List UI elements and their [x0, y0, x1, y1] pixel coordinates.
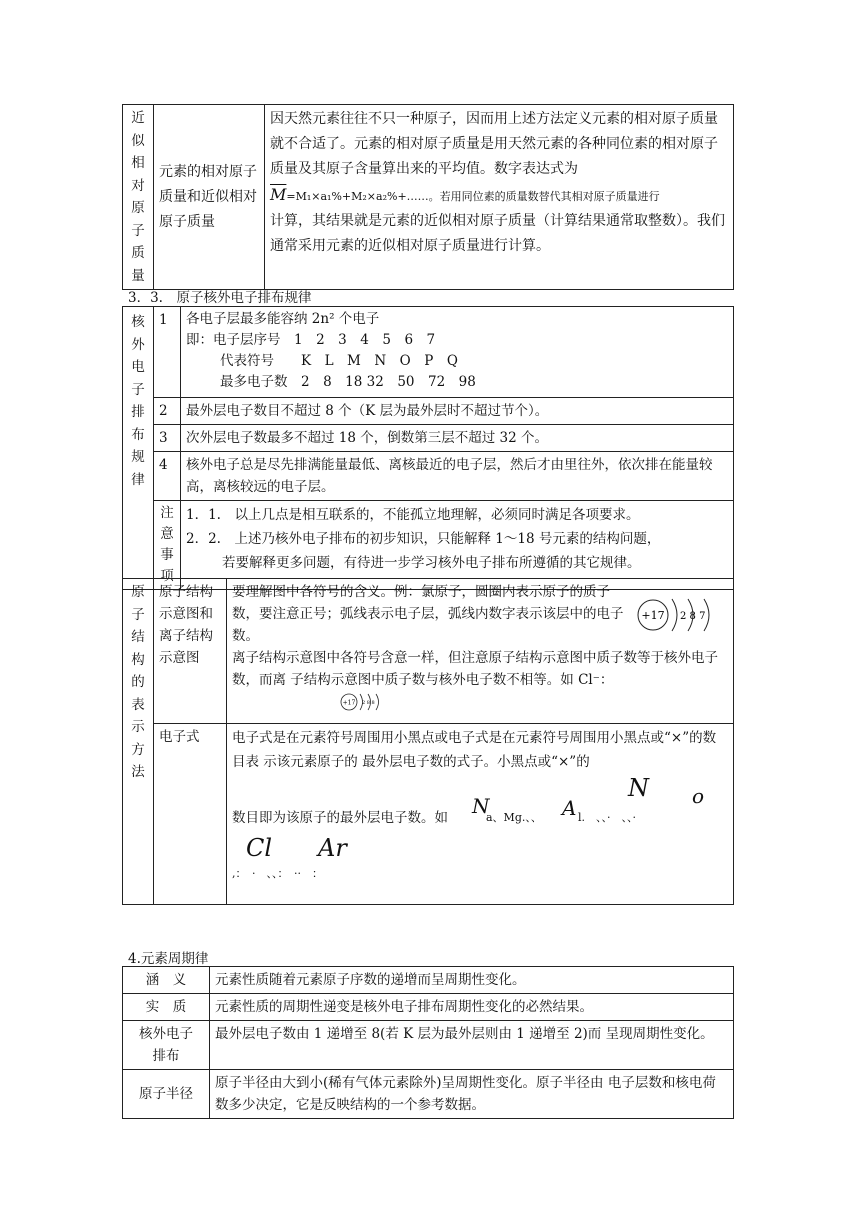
law-key: 核外电子排布	[123, 1021, 210, 1070]
side-char: 规	[131, 449, 145, 465]
chlorine-atom-diagram	[632, 581, 728, 647]
sym-n: N	[628, 774, 649, 802]
ion-shell-label: 2 8 8	[362, 700, 375, 706]
side-char: 原	[131, 200, 145, 216]
row-label: 电子式	[154, 724, 227, 905]
table-electron-rules	[122, 306, 734, 590]
side-char: 子	[131, 222, 145, 239]
sym-al: A	[562, 796, 577, 820]
side-char: 示	[131, 719, 145, 735]
formula-text: l. 、、· 、、·	[578, 811, 637, 824]
side-char: 质	[131, 245, 145, 261]
definition-cell	[265, 105, 734, 290]
rule-text: 最外层电子数目不超过 8 个（K 层为最外层时不超过节个）。	[181, 398, 734, 425]
side-char: 方	[131, 741, 145, 758]
rule-text: 最多电子数 2 8 18 32 50 72 98	[220, 374, 476, 390]
rule-text: 核外电子总是尽先排满能量最低、离核最近的电子层，然后才由里往外，依次排在能量较高，离核较远的电子层。	[181, 452, 734, 501]
law-key: 原子半径	[123, 1070, 210, 1119]
note-text: 1．1. 以上几点是相互联系的，不能孤立地理解，必须同时满足各项要求。	[186, 507, 640, 523]
side-char: 构	[131, 651, 145, 668]
note-char: 项	[160, 568, 174, 584]
diagram-cell	[227, 579, 734, 724]
formula-text: a、Mg.、、	[486, 811, 542, 824]
note-char: 事	[160, 547, 174, 563]
rule-text: 代表符号 K L M N O P Q	[220, 353, 458, 369]
side-char: 排	[131, 404, 145, 420]
formula-text: =M₁×a₁%+M₂×a₂%+……。若用同位素的质量数替代其相对原子质量进行	[286, 190, 660, 203]
section-heading: 4.元素周期律	[128, 951, 209, 967]
atom-shell-label: 2 8 7	[680, 611, 706, 622]
sym-ar: Ar	[318, 834, 347, 862]
law-value: 元素性质的周期性递变是核外电子排布周期性变化的必然结果。	[210, 994, 734, 1021]
law-value: 最外层电子数由 1 递增至 8(若 K 层为最外层则由 1 递增至 2)而 呈现周期性变化。	[210, 1021, 734, 1070]
ion-structure-icon	[340, 691, 388, 713]
side-char: 律	[131, 471, 145, 488]
side-char: 相	[131, 155, 145, 171]
note-text: 2．2. 上述乃核外电子排布的初步知识，只能解释 1～18 号元素的结构问题，	[186, 531, 661, 547]
rule-text: 次外层电子数最多不超过 18 个，倒数第三层不超过 32 个。	[181, 425, 734, 452]
rule-text: 各电子层最多能容纳 2n² 个电子	[186, 311, 380, 327]
sym-na: N	[472, 794, 490, 818]
table-periodic-law	[122, 966, 734, 1119]
ion-nucleus-label: +17	[342, 699, 356, 707]
table-relative-atomic-mass	[122, 104, 734, 290]
side-char: 子	[131, 606, 145, 623]
side-label	[123, 105, 154, 290]
note-cell	[181, 501, 734, 590]
rule-cell	[181, 307, 734, 398]
note-label	[154, 501, 181, 590]
formula-text: 电子式是在元素符号周围用小黑点或电子式是在元素符号周围用小黑点或“×”的数目表 示该元素原子的 最外层电子数的式子。小黑点或“×”的	[232, 730, 717, 770]
diagram-text: 离子结构示意图中各符号含意一样，但注意原子结构示意图中质子数等于核外电子数，而离 子结构示意图中质子数与核外电子数不相等。如 Cl⁻：	[232, 650, 718, 688]
law-key: 涵 义	[123, 967, 210, 994]
side-char: 量	[131, 267, 145, 284]
formula-examples-2	[232, 836, 728, 884]
side-char: 子	[131, 381, 145, 398]
side-char: 结	[131, 629, 145, 645]
side-char: 法	[131, 764, 145, 780]
sym-o: o	[692, 784, 705, 808]
rule-number: 4	[154, 452, 181, 501]
chloride-ion-diagram	[232, 691, 728, 713]
rule-number: 1	[154, 307, 181, 398]
rule-number: 3	[154, 425, 181, 452]
definition-text: 计算，其结果就是元素的近似相对原子质量（计算结果通常取整数）。我们通常采用元素的近似相对原子质量进行计算。	[270, 213, 725, 254]
note-text: 若要解释更多问题，有待进一步学习核外电子排布所遵循的其它规律。	[222, 555, 641, 571]
formula-examples	[232, 774, 728, 828]
section-heading: 3．3. 原子核外电子排布规律	[128, 290, 312, 306]
law-value: 元素性质随着元素原子序数的递增而呈周期性变化。	[210, 967, 734, 994]
note-char: 注	[160, 505, 174, 521]
side-char: 近	[131, 110, 145, 126]
atom-structure-icon	[636, 595, 720, 635]
table-structure-representation	[122, 578, 734, 905]
rule-number: 2	[154, 398, 181, 425]
note-char: 意	[160, 526, 174, 542]
diagram-text: 要理解图中各符号的含义。例：氯原子，圆圈内表示原子的质子数，要注意正号；弧线表示电子层，弧线内数字表示该层中的电子数。	[232, 584, 624, 644]
side-char: 电	[131, 359, 145, 375]
definition-text: 因天然元素往往不只一种原子，因而用上述方法定义元素的相对原子质量就不合适了。元素的相对原子质量是用天然元素的各种同位素的相对原子质量及其原子含量算出来的平均值。数字表达式为	[270, 111, 718, 177]
formula-text: ,： · 、、： ·· ：	[232, 867, 323, 880]
m-bar-symbol: $\overline{M}$	[270, 185, 287, 204]
electron-formula-cell	[227, 724, 734, 905]
side-char: 对	[131, 177, 145, 194]
side-label	[123, 579, 154, 905]
sym-cl: Cl	[246, 834, 273, 862]
row-label: 元素的相对原子质量和近似相对原子质量	[154, 105, 265, 290]
atom-nucleus-label: +17	[641, 609, 665, 622]
row-label: 原子结构示意图和离子结构示意图	[154, 579, 227, 724]
side-char: 的	[131, 674, 145, 690]
side-char: 布	[131, 426, 145, 443]
side-char: 核	[131, 314, 145, 330]
formula-text: 数目即为该原子的最外层电子数。如	[232, 810, 448, 826]
side-char: 似	[131, 132, 145, 149]
side-label	[123, 307, 154, 590]
law-key: 实 质	[123, 994, 210, 1021]
side-char: 外	[131, 336, 145, 353]
rule-text: 即：电子层序号 1 2 3 4 5 6 7	[186, 332, 436, 348]
side-char: 表	[131, 696, 145, 713]
law-value: 原子半径由大到小(稀有气体元素除外)呈周期性变化。原子半径由 电子层数和核电荷数多少决定，它是反映结构的一个参考数据。	[210, 1070, 734, 1119]
side-char: 原	[131, 584, 145, 600]
